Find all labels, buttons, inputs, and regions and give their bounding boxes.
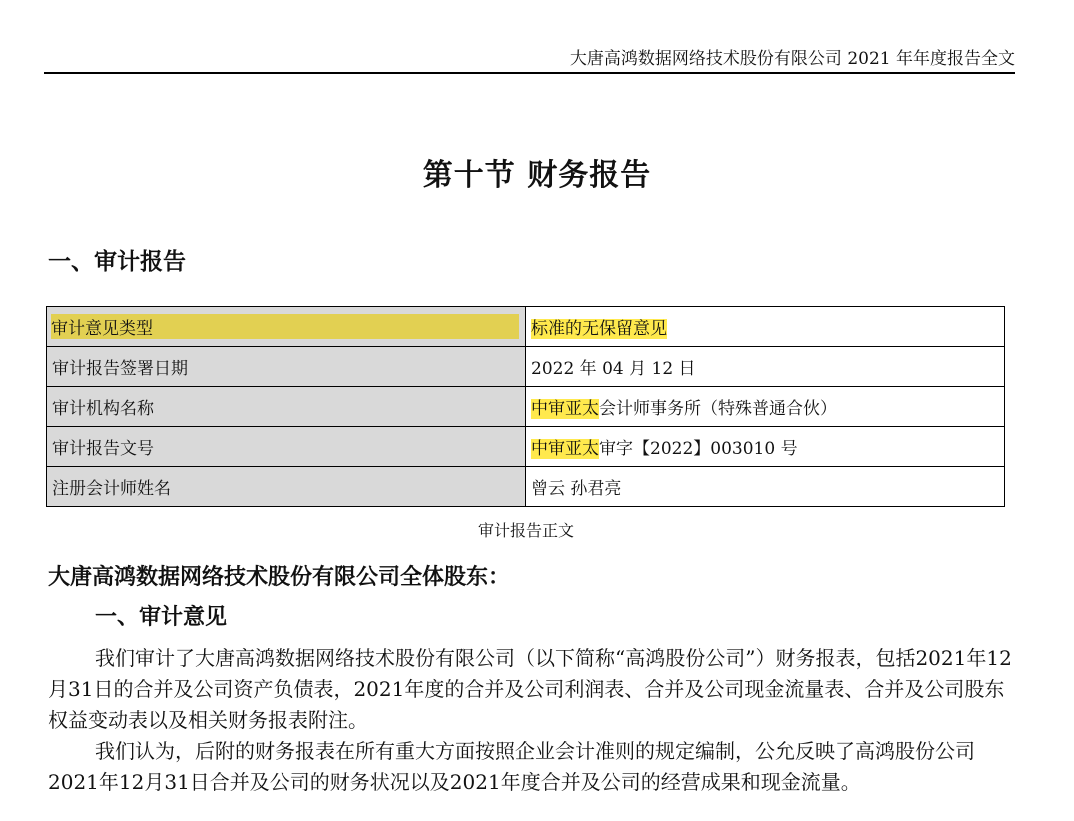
highlighted-key: 审计意见类型 [51,314,519,339]
paragraph: 我们认为，后附的财务报表在所有重大方面按照企业会计准则的规定编制，公允反映了高鸿股份公司2021年12月31日合并及公司的财务状况以及2021年度合并及公司的经营成果和现金流量。 [48,739,975,794]
paragraph: 我们审计了大唐高鸿数据网络技术股份有限公司（以下简称“高鸿股份公司”）财务报表，包括2021年12月31日的合并及公司资产负债表，2021年度的合并及公司利润表、合并及公司现金流量表、合并及公司股东权益变动表以及相关财务报表附注。 [48,646,1012,732]
table-key-cell: 审计机构名称 [47,387,526,427]
section-heading: 一、审计报告 [48,248,186,275]
value-text: 曾云 孙君亮 [531,479,622,499]
table-row [47,467,1005,507]
table-value-cell [526,467,1005,507]
table-caption: 审计报告正文 [477,521,574,540]
table-key-cell: 审计报告文号 [47,427,526,467]
highlighted-text: 中审亚太 [531,439,599,459]
table-value-cell [526,387,1005,427]
running-header: 大唐高鸿数据网络技术股份有限公司 2021 年年度报告全文 [44,46,1015,74]
table-row [47,307,1005,347]
subheading: 一、审计意见 [95,604,228,630]
table-row [47,347,1005,387]
value-text: 会计师事务所（特殊普通合伙） [599,399,837,419]
chapter-title: 第十节 财务报告 [422,158,652,193]
addressee: 大唐高鸿数据网络技术股份有限公司全体股东： [48,564,511,590]
value-text: 2022 年 04 月 12 日 [531,359,696,379]
audit-info-table [46,306,1005,507]
table-value-cell [526,347,1005,387]
table-key-cell: 注册会计师姓名 [47,467,526,507]
table-value-cell [526,307,1005,347]
table-value-cell [526,427,1005,467]
highlighted-text: 标准的无保留意见 [531,319,667,339]
value-text: 审字【2022】003010 号 [599,439,798,459]
table-row [47,387,1005,427]
highlighted-text: 中审亚太 [531,399,599,419]
table-row [47,427,1005,467]
table-key-cell [47,307,526,347]
table-key-cell: 审计报告签署日期 [47,347,526,387]
